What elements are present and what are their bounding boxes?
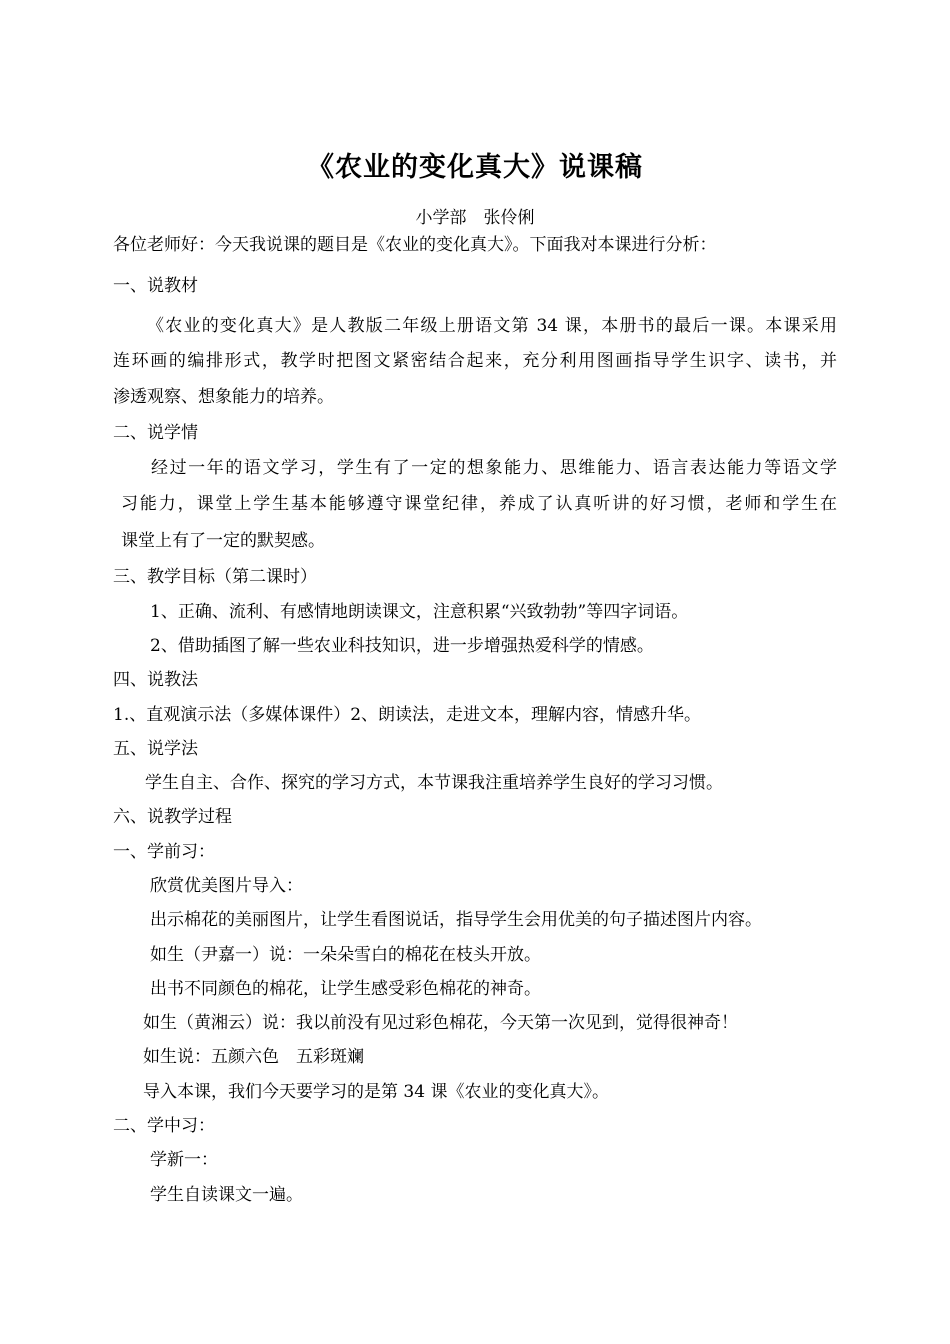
paragraph-line: 出书不同颜色的棉花，让学生感受彩色棉花的神奇。	[150, 979, 541, 999]
paragraph-line: 课堂上有了一定的默契感。	[121, 531, 325, 551]
paragraph-line: 如生（尹嘉一）说：一朵朵雪白的棉花在枝头开放。	[150, 945, 541, 965]
paragraph-line: 学生自读课文一遍。	[150, 1185, 303, 1205]
section-heading: 五、说学法	[113, 739, 198, 759]
paragraph-line: 1、正确、流利、有感情地朗读课文，注意积累“兴致勃勃”等四字词语。	[150, 602, 689, 622]
paragraph-line: 经过一年的语文学习，学生有了一定的想象能力、思维能力、语言表达能力等语文学	[151, 458, 837, 478]
paragraph-line: 出示棉花的美丽图片，让学生看图说话，指导学生会用优美的句子描述图片内容。	[150, 910, 762, 930]
paragraph-line: 如生（黄湘云）说：我以前没有见过彩色棉花，今天第一次见到，觉得很神奇！	[143, 1013, 738, 1033]
paragraph-line: 如生说：五颜六色 五彩斑斓	[143, 1047, 364, 1067]
section-heading: 三、教学目标（第二课时）	[113, 567, 317, 587]
document-title: 《农业的变化真大》说课稿	[307, 152, 643, 183]
section-heading: 二、学中习：	[113, 1116, 215, 1136]
section-heading: 六、说教学过程	[113, 807, 232, 827]
paragraph-line: 渗透观察、想象能力的培养。	[113, 387, 334, 407]
section-heading: 四、说教法	[113, 670, 198, 690]
paragraph-line: 1.、直观演示法（多媒体课件）2、朗读法，走进文本，理解内容，情感升华。	[113, 705, 702, 725]
paragraph-line: 学生自主、合作、探究的学习方式，本节课我注重培养学生良好的学习习惯。	[145, 773, 723, 793]
section-heading: 一、学前习：	[113, 842, 215, 862]
section-heading: 二、说学情	[113, 423, 198, 443]
author-line: 小学部 张伶俐	[415, 208, 535, 228]
paragraph-line: 《农业的变化真大》是人教版二年级上册语文第 34 课，本册书的最后一课。本课采用	[147, 316, 837, 336]
paragraph-line: 连环画的编排形式，教学时把图文紧密结合起来，充分利用图画指导学生识字、读书，并	[113, 351, 837, 371]
paragraph-line: 习能力，课堂上学生基本能够遵守课堂纪律，养成了认真听讲的好习惯，老师和学生在	[121, 494, 837, 514]
greeting-line: 各位老师好：今天我说课的题目是《农业的变化真大》。下面我对本课进行分析：	[113, 235, 717, 255]
paragraph-line: 2、借助插图了解一些农业科技知识，进一步增强热爱科学的情感。	[150, 636, 654, 656]
paragraph-line: 导入本课，我们今天要学习的是第 34 课《农业的变化真大》。	[143, 1082, 609, 1102]
paragraph-line: 学新一：	[150, 1150, 218, 1170]
paragraph-line: 欣赏优美图片导入：	[150, 876, 303, 896]
section-heading: 一、说教材	[113, 276, 198, 296]
